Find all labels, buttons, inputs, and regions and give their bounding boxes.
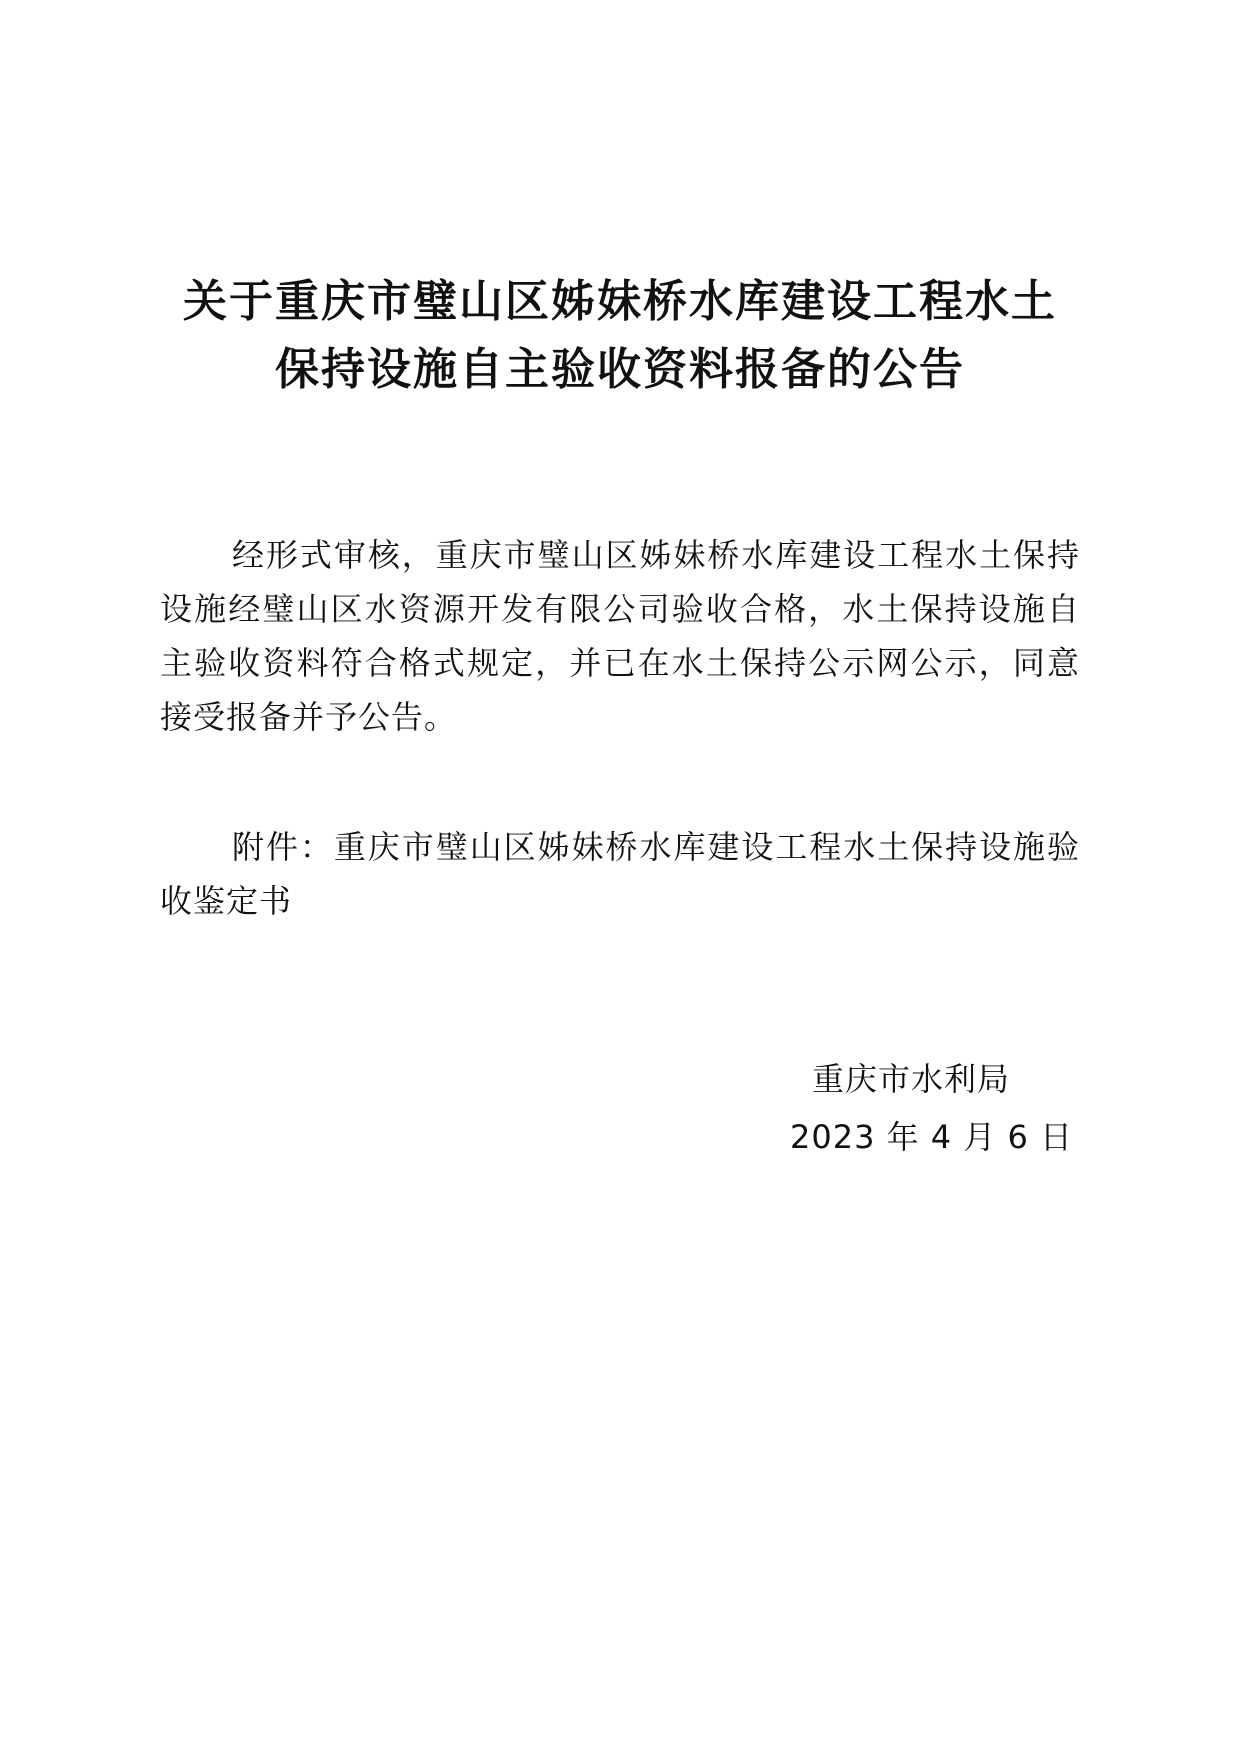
issue-date: 2023 年 4 月 6 日 [790, 1118, 1074, 1156]
attachment-paragraph: 附件：重庆市璧山区姊妹桥水库建设工程水土保持设施验收鉴定书 [160, 828, 1080, 920]
body-paragraph: 经形式审核，重庆市璧山区姊妹桥水库建设工程水土保持设施经璧山区水资源开发有限公司验收合格，水土保持设施自主验收资料符合格式规定，并已在水土保持公示网公示，同意接受报备并予公告。 [160, 536, 1080, 736]
title-line-1: 关于重庆市璧山区姊妹桥水库建设工程水土 [183, 276, 1057, 327]
issuer-name: 重庆市水利局 [812, 1060, 1011, 1098]
document-title [150, 268, 1090, 404]
title-line-2: 保持设施自主验收资料报备的公告 [275, 344, 965, 395]
